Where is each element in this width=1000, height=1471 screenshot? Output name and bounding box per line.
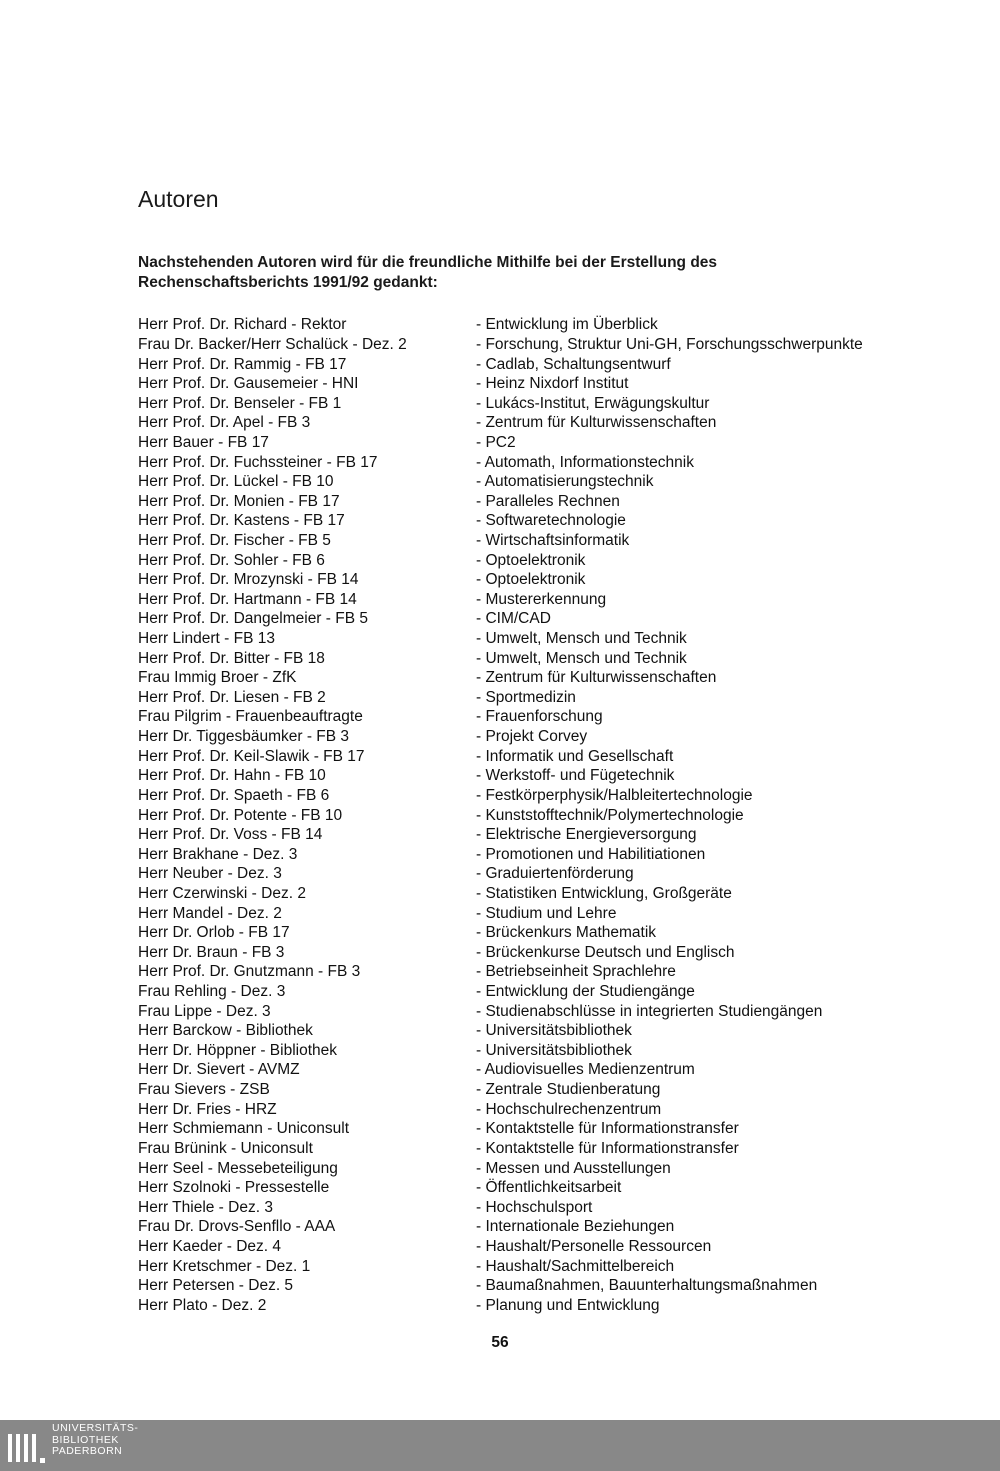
author-name: Herr Prof. Dr. Fuchssteiner - FB 17 (138, 453, 378, 471)
author-topic: - Universitätsbibliothek (476, 1041, 632, 1059)
author-row (138, 1099, 988, 1119)
author-row (138, 609, 988, 629)
author-topic: - Umwelt, Mensch und Technik (476, 630, 687, 648)
author-topic: - Brückenkurse Deutsch und Englisch (476, 943, 735, 961)
author-name: Frau Brünink - Uniconsult (138, 1139, 313, 1157)
author-topic: - Entwicklung der Studiengänge (476, 983, 695, 1001)
author-topic: - Optoelektronik (476, 551, 586, 569)
author-topic: - Öffentlichkeitsarbeit (476, 1179, 622, 1197)
author-topic: - Haushalt/Sachmittelbereich (476, 1257, 675, 1275)
author-topic: - Promotionen und Habilitiationen (476, 845, 706, 863)
author-topic: - Planung und Entwicklung (476, 1296, 660, 1314)
author-name: Frau Lippe - Dez. 3 (138, 1002, 271, 1020)
author-row (138, 727, 988, 747)
author-topic: - Informatik und Gesellschaft (476, 747, 674, 765)
author-topic: - Mustererkennung (476, 590, 607, 608)
author-row (138, 393, 988, 413)
author-name: Frau Dr. Drovs-Senfllo - AAA (138, 1218, 336, 1236)
author-topic: - Forschung, Struktur Uni-GH, Forschungsschwerpunkte (476, 335, 863, 353)
library-name-line3: PADERBORN (52, 1445, 123, 1457)
author-row (138, 1041, 988, 1061)
author-row (138, 943, 988, 963)
author-name: Herr Dr. Orlob - FB 17 (138, 924, 290, 942)
author-name: Herr Seel - Messebeteiligung (138, 1159, 338, 1177)
author-name: Herr Brakhane - Dez. 3 (138, 845, 298, 863)
author-name: Herr Prof. Dr. Bitter - FB 18 (138, 649, 325, 667)
page-number: 56 (491, 1334, 509, 1351)
author-list (138, 315, 988, 1315)
author-row (138, 903, 988, 923)
author-topic: - PC2 (476, 433, 516, 451)
author-row (138, 1139, 988, 1159)
author-topic: - Kontaktstelle für Informationstransfer (476, 1120, 739, 1138)
author-topic: - Studienabschlüsse in integrierten Studiengängen (476, 1002, 823, 1020)
author-row (138, 884, 988, 904)
author-row (138, 688, 988, 708)
author-name: Herr Barckow - Bibliothek (138, 1022, 313, 1040)
author-topic: - Baumaßnahmen, Bauunterhaltungsmaßnahmen (476, 1277, 818, 1295)
author-row (138, 766, 988, 786)
author-name: Herr Prof. Dr. Sohler - FB 6 (138, 551, 325, 569)
author-name: Herr Prof. Dr. Mrozynski - FB 14 (138, 571, 359, 589)
author-name: Herr Prof. Dr. Gnutzmann - FB 3 (138, 963, 361, 981)
library-footer-bar (0, 1420, 1000, 1471)
library-name (52, 1423, 138, 1458)
author-topic: - Umwelt, Mensch und Technik (476, 649, 687, 667)
author-row (138, 1080, 988, 1100)
author-name: Herr Dr. Tiggesbäumker - FB 3 (138, 728, 350, 746)
author-row (138, 923, 988, 943)
author-row (138, 1237, 988, 1257)
author-name: Herr Prof. Dr. Kastens - FB 17 (138, 512, 345, 530)
author-row (138, 590, 988, 610)
author-row (138, 629, 988, 649)
author-topic: - Zentrum für Kulturwissenschaften (476, 669, 717, 687)
author-name: Herr Prof. Dr. Monien - FB 17 (138, 492, 340, 510)
author-row (138, 452, 988, 472)
author-name: Herr Mandel - Dez. 2 (138, 904, 282, 922)
author-name: Herr Prof. Dr. Rammig - FB 17 (138, 355, 347, 373)
author-row (138, 511, 988, 531)
author-row (138, 1001, 988, 1021)
author-name: Frau Pilgrim - Frauenbeauftragte (138, 708, 363, 726)
author-topic: - Studium und Lehre (476, 904, 617, 922)
author-topic: - Lukács-Institut, Erwägungskultur (476, 394, 710, 412)
author-topic: - Kunststofftechnik/Polymertechnologie (476, 806, 744, 824)
library-logo-icon (8, 1430, 48, 1466)
author-topic: - Zentrale Studienberatung (476, 1081, 661, 1099)
author-row (138, 354, 988, 374)
page-title: Autoren (138, 186, 219, 212)
author-name: Herr Prof. Dr. Benseler - FB 1 (138, 394, 342, 412)
author-topic: - Optoelektronik (476, 571, 586, 589)
author-name: Herr Szolnoki - Pressestelle (138, 1179, 330, 1197)
author-name: Herr Prof. Dr. Richard - Rektor (138, 316, 347, 334)
author-topic: - Hochschulrechenzentrum (476, 1100, 662, 1118)
author-name: Herr Dr. Höppner - Bibliothek (138, 1041, 337, 1059)
author-row (138, 786, 988, 806)
author-topic: - Projekt Corvey (476, 728, 588, 746)
author-topic: - Hochschulsport (476, 1198, 593, 1216)
author-topic: - Internationale Beziehungen (476, 1218, 675, 1236)
author-topic: - Sportmedizin (476, 688, 576, 706)
author-name: Herr Prof. Dr. Hahn - FB 10 (138, 767, 326, 785)
author-name: Herr Dr. Sievert - AVMZ (138, 1061, 300, 1079)
author-row (138, 472, 988, 492)
author-topic: - Statistiken Entwicklung, Großgeräte (476, 884, 732, 902)
author-name: Herr Prof. Dr. Potente - FB 10 (138, 806, 343, 824)
author-name: Herr Thiele - Dez. 3 (138, 1198, 273, 1216)
author-row (138, 1276, 988, 1296)
author-topic: - Automath, Informationstechnik (476, 453, 694, 471)
author-topic: - Softwaretechnologie (476, 512, 626, 530)
author-name: Herr Schmiemann - Uniconsult (138, 1120, 350, 1138)
author-row (138, 1158, 988, 1178)
author-name: Herr Kaeder - Dez. 4 (138, 1237, 281, 1255)
author-row (138, 805, 988, 825)
author-name: Herr Prof. Dr. Fischer - FB 5 (138, 532, 331, 549)
library-name-line2: BIBLIOTHEK (52, 1433, 119, 1446)
author-topic: - CIM/CAD (476, 610, 551, 628)
author-topic: - Heinz Nixdorf Institut (476, 375, 629, 393)
author-topic: - Wirtschaftsinformatik (476, 532, 630, 549)
author-row (138, 746, 988, 766)
author-row (138, 1119, 988, 1139)
author-name: Herr Plato - Dez. 2 (138, 1296, 267, 1314)
author-topic: - Werkstoff- und Fügetechnik (476, 767, 675, 785)
author-topic: - Kontaktstelle für Informationstransfer (476, 1139, 739, 1157)
author-topic: - Elektrische Energieversorgung (476, 826, 697, 844)
author-name: Herr Lindert - FB 13 (138, 630, 275, 648)
author-row (138, 668, 988, 688)
author-name: Herr Dr. Braun - FB 3 (138, 943, 285, 961)
author-row (138, 550, 988, 570)
author-row (138, 570, 988, 590)
author-name: Herr Czerwinski - Dez. 2 (138, 884, 306, 902)
author-name: Herr Prof. Dr. Voss - FB 14 (138, 826, 323, 844)
author-topic: - Betriebseinheit Sprachlehre (476, 963, 676, 981)
author-name: Herr Prof. Dr. Spaeth - FB 6 (138, 786, 330, 804)
author-row (138, 844, 988, 864)
author-row (138, 531, 988, 551)
author-name: Herr Prof. Dr. Keil-Slawik - FB 17 (138, 747, 365, 765)
author-topic: - Audiovisuelles Medienzentrum (476, 1061, 695, 1079)
author-topic: - Cadlab, Schaltungsentwurf (476, 355, 671, 373)
author-row (138, 864, 988, 884)
author-row (138, 1178, 988, 1198)
author-row (138, 982, 988, 1002)
author-topic: - Paralleles Rechnen (476, 492, 620, 510)
author-name: Herr Neuber - Dez. 3 (138, 865, 282, 883)
author-topic: - Brückenkurs Mathematik (476, 924, 657, 942)
author-name: Herr Kretschmer - Dez. 1 (138, 1257, 311, 1275)
library-name-line1: UNIVERSITÄTS- (52, 1422, 139, 1434)
author-topic: - Festkörperphysik/Halbleitertechnologie (476, 786, 753, 804)
author-name: Herr Prof. Dr. Liesen - FB 2 (138, 688, 326, 706)
author-row (138, 374, 988, 394)
author-name: Herr Prof. Dr. Gausemeier - HNI (138, 375, 359, 393)
author-row (138, 491, 988, 511)
author-name: Frau Dr. Backer/Herr Schalück - Dez. 2 (138, 335, 407, 353)
author-topic: - Messen und Ausstellungen (476, 1159, 671, 1177)
author-row (138, 825, 988, 845)
intro-paragraph: Nachstehenden Autoren wird für die freundliche Mithilfe bei der Erstellung des Rechenschaftsberichts 1991/92 gedankt: (138, 254, 718, 291)
author-name: Herr Prof. Dr. Apel - FB 3 (138, 414, 311, 432)
author-name: Herr Prof. Dr. Dangelmeier - FB 5 (138, 610, 368, 628)
author-name: Herr Prof. Dr. Hartmann - FB 14 (138, 590, 357, 608)
author-row (138, 335, 988, 355)
author-row (138, 1021, 988, 1041)
author-row (138, 433, 988, 453)
author-row (138, 1197, 988, 1217)
author-row (138, 962, 988, 982)
author-row (138, 413, 988, 433)
author-topic: - Automatisierungstechnik (476, 473, 654, 491)
author-name: Frau Sievers - ZSB (138, 1081, 270, 1099)
author-topic: - Graduiertenförderung (476, 865, 634, 883)
author-topic: - Entwicklung im Überblick (476, 316, 658, 334)
author-row (138, 707, 988, 727)
author-topic: - Haushalt/Personelle Ressourcen (476, 1237, 712, 1255)
author-row (138, 1256, 988, 1276)
author-row (138, 1060, 988, 1080)
author-name: Herr Petersen - Dez. 5 (138, 1277, 294, 1295)
author-topic: - Universitätsbibliothek (476, 1022, 632, 1040)
author-topic: - Frauenforschung (476, 708, 603, 726)
author-name: Herr Prof. Dr. Lückel - FB 10 (138, 473, 334, 491)
author-name: Frau Immig Broer - ZfK (138, 669, 297, 687)
author-row (138, 1217, 988, 1237)
author-name: Herr Dr. Fries - HRZ (138, 1100, 277, 1118)
author-name: Frau Rehling - Dez. 3 (138, 983, 286, 1001)
author-row (138, 648, 988, 668)
author-row (138, 1295, 988, 1315)
author-row (138, 315, 988, 335)
author-name: Herr Bauer - FB 17 (138, 433, 269, 451)
author-topic: - Zentrum für Kulturwissenschaften (476, 414, 717, 432)
